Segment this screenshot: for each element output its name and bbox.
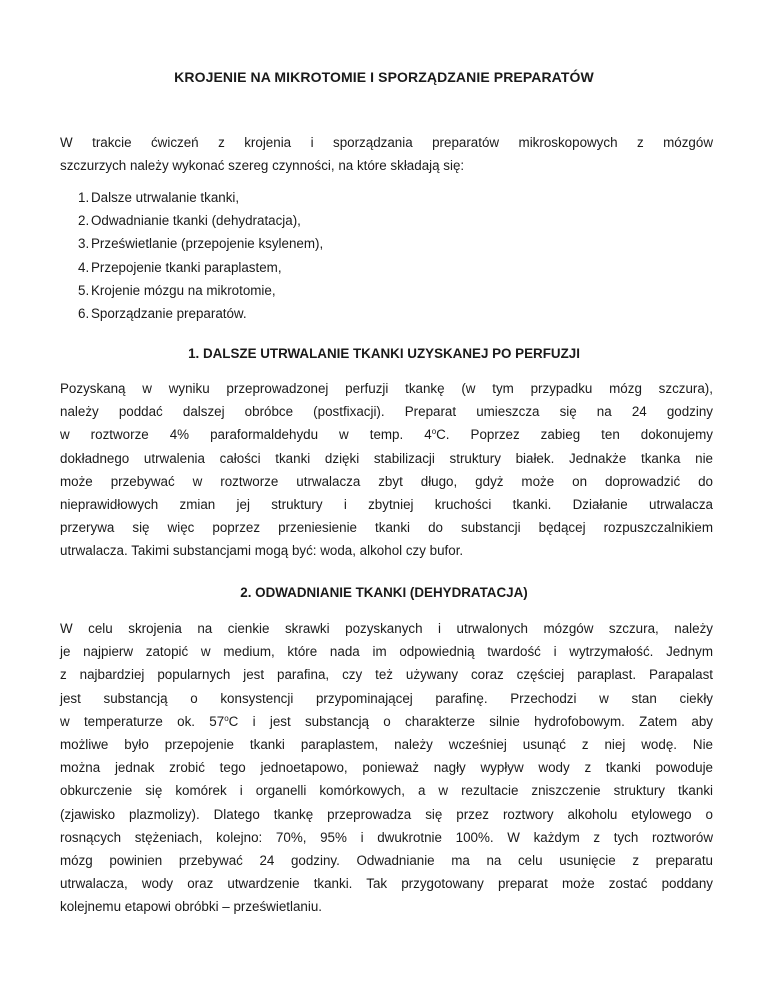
text-line: mózg powinien przebywać 24 godziny. Odwadnianie ma na celu usunięcie z preparatu bbox=[60, 852, 713, 868]
list-item-label: Przepojenie tkanki paraplastem, bbox=[91, 259, 282, 275]
text-line: dokładnego utrwalenia całości tkanki dzięki stabilizacji struktury białek. Jednakże tkanka nie bbox=[60, 450, 713, 466]
text-line-with-degree bbox=[60, 423, 713, 446]
list-item-label: Prześwietlanie (przepojenie ksylenem), bbox=[91, 236, 324, 252]
list-item-number: 6. bbox=[78, 305, 90, 321]
text-line: możliwe było przepojenie tkanki paraplastem, należy wcześniej usunąć z niej wodę. Nie bbox=[60, 736, 713, 752]
text-line: W trakcie ćwiczeń z krojenia i sporządzania preparatów mikroskopowych z mózgów bbox=[60, 135, 713, 150]
text-line-with-degree bbox=[60, 710, 713, 733]
list-item bbox=[60, 256, 713, 279]
text-line: rosnących stężeniach, kolejno: 70%, 95% i dwukrotnie 100%. W każdym z tych roztworów bbox=[60, 829, 713, 845]
text-line: je najpierw zatopić w medium, które nada im odpowiednią twardość i wytrzymałość. Jednym bbox=[60, 644, 713, 660]
text-line: z najbardziej popularnych jest parafina, czy też używany coraz częściej paraplast. Parapalast bbox=[60, 667, 713, 683]
text-fragment: w roztworze 4% paraformaldehydu w temp. 4 bbox=[60, 427, 432, 443]
text-line: należy poddać dalszej obróbce (postfixacji). Preparat umieszcza się na 24 godziny bbox=[60, 404, 713, 420]
list-item-label: Odwadnianie tkanki (dehydratacja), bbox=[91, 213, 301, 229]
list-item bbox=[60, 232, 713, 255]
text-line: (zjawisko plazmolizy). Dlatego tkankę przeprowadza się przez roztwory alkoholu etylowego o bbox=[60, 806, 713, 822]
list-item-number: 4. bbox=[78, 259, 90, 275]
list-item-number: 2. bbox=[78, 213, 90, 229]
list-item bbox=[60, 302, 713, 325]
list-item-number: 5. bbox=[78, 282, 90, 298]
text-line: nieprawidłowych zmian jej struktury i zbytniej kruchości tkanki. Działanie utrwalacza bbox=[60, 496, 713, 512]
list-item bbox=[60, 186, 713, 209]
text-line: utrwalacza, wody oraz utwardzenie tkanki. Tak przygotowany preparat może zostać poddany bbox=[60, 876, 713, 892]
list-item-label: Krojenie mózgu na mikrotomie, bbox=[91, 282, 276, 298]
text-line: utrwalacza. Takimi substancjami mogą być: woda, alkohol czy bufor. bbox=[60, 543, 464, 559]
text-line: obkurczenie się komórek i organelli komórkowych, a w rezultacie zniszczenie struktury tkanki bbox=[60, 783, 713, 799]
list-item bbox=[60, 209, 713, 232]
text-line: szczurzych należy wykonać szereg czynności, na które składają się: bbox=[60, 158, 465, 174]
text-fragment: w temperaturze ok. 57 bbox=[60, 713, 225, 729]
text-line: kolejnemu etapowi obróbki – prześwietlaniu. bbox=[60, 899, 323, 915]
list-item-label: Dalsze utrwalanie tkanki, bbox=[91, 190, 240, 205]
section-heading: 1. DALSZE UTRWALANIE TKANKI UZYSKANEJ PO PERFUZJI bbox=[188, 346, 580, 361]
list-item-number: 1. bbox=[78, 190, 90, 205]
section2-paragraph bbox=[60, 617, 713, 918]
section1-paragraph bbox=[60, 377, 713, 563]
text-line: W celu skrojenia na cienkie skrawki pozyskanych i utrwalonych mózgów szczura, należy bbox=[60, 621, 713, 636]
text-line: przerywa się więc poprzez przeniesienie tkanki do substancji będącej rozpuszczalnikiem bbox=[60, 520, 713, 536]
document-title: KROJENIE NA MIKROTOMIE I SPORZĄDZANIE PREPARATÓW bbox=[174, 69, 594, 85]
section-heading: 2. ODWADNIANIE TKANKI (DEHYDRATACJA) bbox=[240, 585, 528, 600]
steps-list bbox=[60, 186, 713, 325]
degree-superscript: o bbox=[224, 713, 229, 723]
intro-paragraph bbox=[60, 131, 713, 177]
list-item-number: 3. bbox=[78, 236, 90, 252]
text-line: jest substancją o konsystencji przypominającej parafinę. Przechodzi w stan ciekły bbox=[60, 690, 713, 706]
text-line: Pozyskaną w wyniku przeprowadzonej perfuzji tkankę (w tym przypadku mózg szczura), bbox=[60, 381, 713, 396]
text-line: może przebywać w roztworze utrwalacza zbyt długo, gdyż może on doprowadzić do bbox=[60, 473, 713, 489]
list-item-label: Sporządzanie preparatów. bbox=[91, 305, 247, 321]
list-item bbox=[60, 279, 713, 302]
degree-superscript: o bbox=[431, 427, 437, 437]
text-fragment: C. Poprzez zabieg ten dokonujemy bbox=[436, 427, 713, 443]
text-line: można jednak zrobić tego jednoetapowo, ponieważ nagły wypływ wody z tkanki powoduje bbox=[60, 760, 713, 776]
text-fragment: C i jest substancją o charakterze silnie hydrofobowym. Zatem aby bbox=[228, 713, 713, 729]
